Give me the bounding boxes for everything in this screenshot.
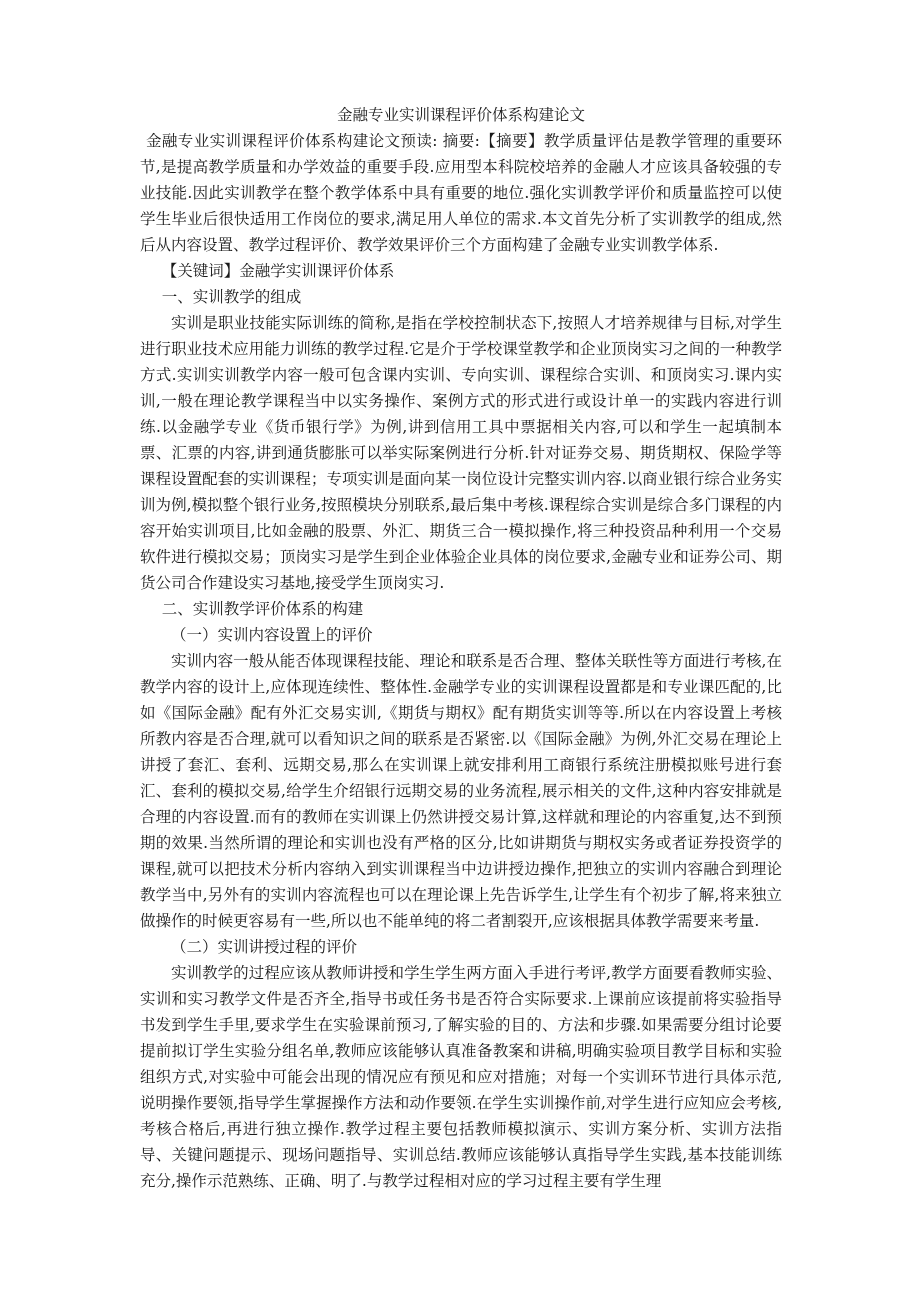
section-1-body: 实训是职业技能实际训练的简称,是指在学校控制状态下,按照人才培养规律与目标,对学生进行职业技术应用能力训练的教学过程.它是介于学校课堂教学和企业顶岗实习之间的一种教学方式.实训实训教学内容一般可包含课内实训、专向实训、课程综合实训、和顶岗实习.课内实训,一般在理论教学课程当中以实务操作、案例方式的形式进行或设计单一的实践内容进行训练.以金融学专业《货币银行学》为例,讲到信用工具中票据相关内容,可以和学生一起填制本票、汇票的内容,讲到通货膨胀可以举实际案例进行分析.针对证券交易、期货期权、保险学等课程设置配套的实训课程；专项实训是面向某一岗位设计完整实训内容.以商业银行综合业务实训为例,模拟整个银行业务,按照模块分别联系,最后集中考核.课程综合实训是综合多门课程的内容开始实训项目,比如金融的股票、外汇、期货三合一模拟操作,将三种投资品种利用一个交易软件进行模拟交易；顶岗实习是学生到企业体验企业具体的岗位要求,金融专业和证券公司、期货公司合作建设实习基地,接受学生顶岗实习. (140, 314, 782, 592)
abstract-paragraph: 金融专业实训课程评价体系构建论文预读: 摘要:【摘要】教学质量评估是教学管理的重要环节,是提高教学质量和办学效益的重要手段.应用型本科院校培养的金融人才应该具备较强的专业技能.因此实训教学在整个教学体系中具有重要的地位.强化实训教学评价和质量监控可以使学生毕业后很快适用工作岗位的要求,满足用人单位的需求.本文首先分析了实训教学的组成,然后从内容设置、教学过程评价、教学效果评价三个方面构建了金融专业实训教学体系. (140, 132, 782, 254)
subsection-1-body: 实训内容一般从能否体现课程技能、理论和联系是否合理、整体关联性等方面进行考核,在教学内容的设计上,应体现连续性、整体性.金融学专业的实训课程设置都是和专业课匹配的,比如《国际金融》配有外汇交易实训,《期货与期权》配有期货实训等等.所以在内容设置上考核所教内容是否合理,就可以看知识之间的联系是否紧密.以《国际金融》为例,外汇交易在理论上讲授了套汇、套利、远期交易,那么在实训课上就安排利用工商银行系统注册模拟账号进行套汇、套利的模拟交易,给学生介绍银行远期交易的业务流程,展示相关的文件,这种内容安排就是合理的内容设置.而有的教师在实训课上仍然讲授交易计算,这样就和理论的内容重复,达不到预期的效果.当然所谓的理论和实训也没有严格的区分,比如讲期货与期权实务或者证券投资学的课程,就可以把技术分析内容纳入到实训课程当中边讲授边操作,把独立的实训内容融合到理论教学当中,另外有的实训内容流程也可以在理论课上先告诉学生,让学生有个初步了解,将来独立做操作的时候更容易有一些,所以也不能单纯的将二者割裂开,应该根据具体教学需要来考量. (140, 652, 782, 930)
keywords-line: 【关键词】金融学实训课评价体系 (161, 262, 395, 280)
document-title: 金融专业实训课程评价体系构建论文 (336, 106, 585, 124)
subsection-2-body: 实训教学的过程应该从教师讲授和学生学生两方面入手进行考评,教学方面要看教师实验、实训和实习教学文件是否齐全,指导书或任务书是否符合实际要求.上课前应该提前将实验指导书发到学生手里,要求学生在实验课前预习,了解实验的目的、方法和步骤.如果需要分组讨论要提前拟订学生实验分组名单,教师应该能够认真准备教案和讲稿,明确实验项目教学目标和实验组织方式,对实验中可能会出现的情况应有预见和应对措施；对每一个实训环节进行具体示范,说明操作要领,指导学生掌握操作方法和动作要领.在学生实训操作前,对学生进行应知应会考核,考核合格后,再进行独立操作.教学过程主要包括教师模拟演示、实训方案分析、实训方法指导、关键问题提示、现场问题指导、实训总结.教师应该能够认真指导学生实践,基本技能训练充分,操作示范熟练、正确、明了.与教学过程相对应的学习过程主要有学生理 (140, 964, 782, 1190)
section-1-heading: 一、实训教学的组成 (161, 288, 302, 306)
subsection-2-heading: （二）实训讲授过程的评价 (171, 938, 358, 956)
section-2-heading: 二、实训教学评价体系的构建 (161, 600, 364, 618)
subsection-1-heading: （一）实训内容设置上的评价 (171, 626, 373, 644)
